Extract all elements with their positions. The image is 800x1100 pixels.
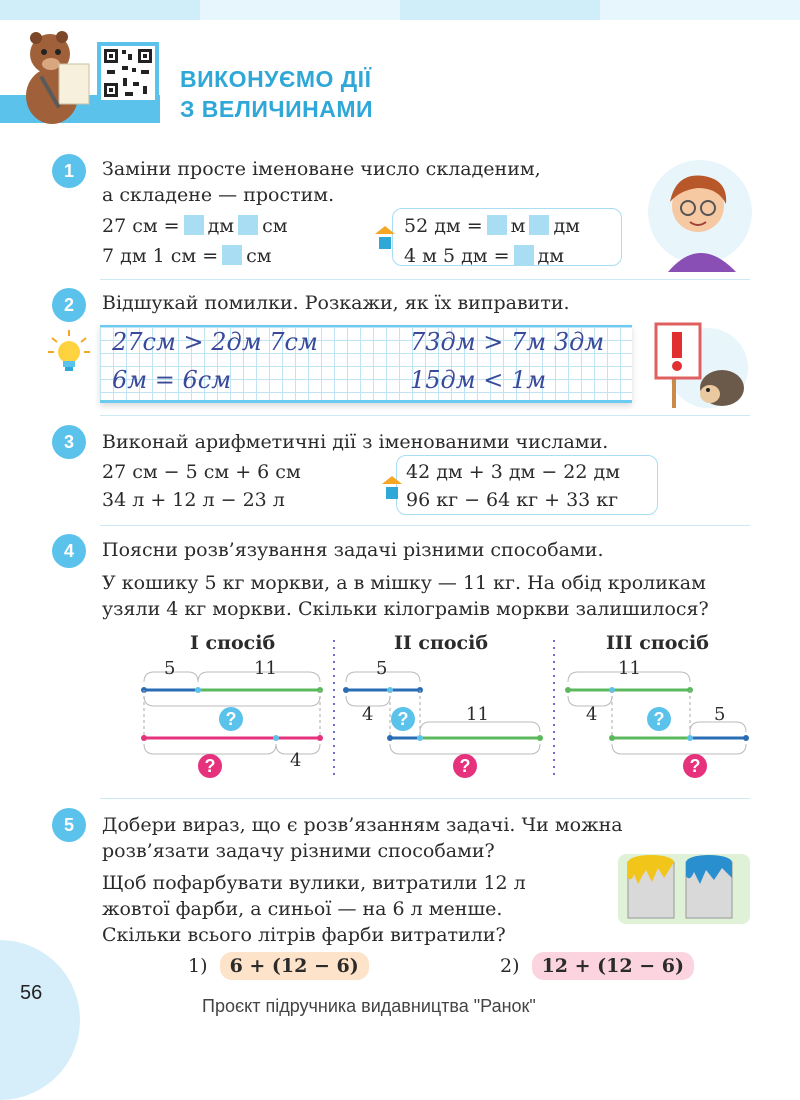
top-stripe [0, 0, 800, 20]
m3-label-5: 5 [714, 704, 726, 725]
task1-left-line2: 7 дм 1 см = см [102, 245, 272, 267]
separator [100, 279, 750, 280]
m1-label-5: 5 [164, 658, 176, 679]
m3-question-pink: ? [683, 754, 707, 778]
task5-text-line1: Добери вираз, що є розв’язанням задачі. Чи можна [102, 814, 623, 836]
task5-problem-line1: Щоб пофарбувати вулики, витратили 12 л [102, 872, 526, 894]
qr-code-icon [97, 42, 159, 104]
m2-label-11: 11 [466, 704, 489, 725]
handwritten-row2-left: 6м = 6см [112, 366, 232, 394]
m2-question-pink: ? [453, 754, 477, 778]
m1-question-blue: ? [219, 707, 243, 731]
task-number-1: 1 [52, 154, 86, 188]
option2-expression[interactable]: 12 + (12 − 6) [532, 952, 694, 980]
m2-label-4: 4 [362, 704, 374, 725]
m2-label-5: 5 [376, 658, 388, 679]
answer-box[interactable] [529, 215, 549, 235]
page-title-line1: ВИКОНУЄМО ДІЇ [180, 66, 372, 92]
method3-title: ІІІ спосіб [606, 632, 709, 654]
lightbulb-icon [48, 330, 90, 374]
task-number-3: 3 [52, 425, 86, 459]
footer-note: Проєкт підручника видавництва "Ранок" [202, 996, 536, 1016]
task1-text-line2: а складене — простим. [102, 184, 335, 206]
option1-label: 1) [188, 955, 208, 977]
page-corner [0, 940, 80, 1100]
boy-illustration-icon [648, 154, 752, 272]
handwritten-row2-right: 15дм < 1м [410, 366, 547, 394]
m2-question-blue: ? [391, 707, 415, 731]
answer-box[interactable] [222, 245, 242, 265]
separator [100, 798, 750, 799]
beaver-mascot-icon [14, 24, 94, 124]
answer-box[interactable] [514, 245, 534, 265]
method2-title: ІІ спосіб [394, 632, 488, 654]
m3-label-4: 4 [586, 704, 598, 725]
option2-label: 2) [500, 955, 520, 977]
task5-problem [102, 870, 622, 948]
separator [100, 415, 750, 416]
option1-expression[interactable]: 6 + (12 − 6) [220, 952, 369, 980]
task2-text: Відшукай помилки. Розкажи, як їх виправити. [102, 292, 570, 314]
answer-box[interactable] [184, 215, 204, 235]
task4-text: Поясни розв’язування задачі різними способами. [102, 539, 604, 561]
task3-text: Виконай арифметичні дії з іменованими числами. [102, 431, 609, 453]
answer-box[interactable] [238, 215, 258, 235]
task3-right-line1: 42 дм + 3 дм − 22 дм [406, 461, 620, 483]
level-marker-icon [382, 476, 402, 500]
task5-text-line2: розв’язати задачу різними способами? [102, 840, 495, 862]
m3-question-blue: ? [647, 707, 671, 731]
task1-text-line1: Заміни просте іменоване число складеним, [102, 158, 541, 180]
m3-label-11: 11 [618, 658, 641, 679]
task5-text [102, 812, 702, 864]
task5-problem-line2: жовтої фарби, а синьої — на 6 л менше. [102, 898, 503, 920]
level-marker-icon [375, 226, 395, 250]
hedgehog-sign-icon [652, 318, 748, 410]
task1-right-line1: 52 дм = м дм [404, 215, 580, 237]
method1-title: І спосіб [190, 632, 276, 654]
m1-label-11: 11 [254, 658, 277, 679]
handwritten-row1-right: 73дм > 7м 3дм [410, 328, 605, 356]
m1-label-4: 4 [290, 750, 302, 771]
option2[interactable] [500, 952, 694, 980]
page-title-line2: З ВЕЛИЧИНАМИ [180, 96, 374, 122]
task1-right-line2: 4 м 5 дм = дм [404, 245, 564, 267]
task4-problem-line1: У кошику 5 кг моркви, а в мішку — 11 кг. На обід кроликам [102, 572, 706, 594]
task4-problem-line2: узяли 4 кг моркви. Скільки кілограмів моркви залишилося? [102, 598, 709, 620]
task3-left-line2: 34 л + 12 л − 23 л [102, 489, 285, 511]
separator [100, 525, 750, 526]
task1-left-line1: 27 см = дм см [102, 215, 288, 237]
m1-question-pink: ? [198, 754, 222, 778]
page-number: 56 [20, 982, 43, 1004]
task4-problem [102, 570, 782, 622]
answer-box[interactable] [487, 215, 507, 235]
task-number-5: 5 [52, 808, 86, 842]
handwritten-row1-left: 27см > 2дм 7см [112, 328, 318, 356]
option1[interactable] [188, 952, 369, 980]
task5-problem-line3: Скільки всього літрів фарби витратили? [102, 924, 506, 946]
task3-left-line1: 27 см − 5 см + 6 см [102, 461, 301, 483]
paint-buckets-icon [618, 848, 750, 924]
task1-text [102, 156, 622, 208]
task-number-2: 2 [52, 288, 86, 322]
task-number-4: 4 [52, 534, 86, 568]
task3-right-line2: 96 кг − 64 кг + 33 кг [406, 489, 619, 511]
